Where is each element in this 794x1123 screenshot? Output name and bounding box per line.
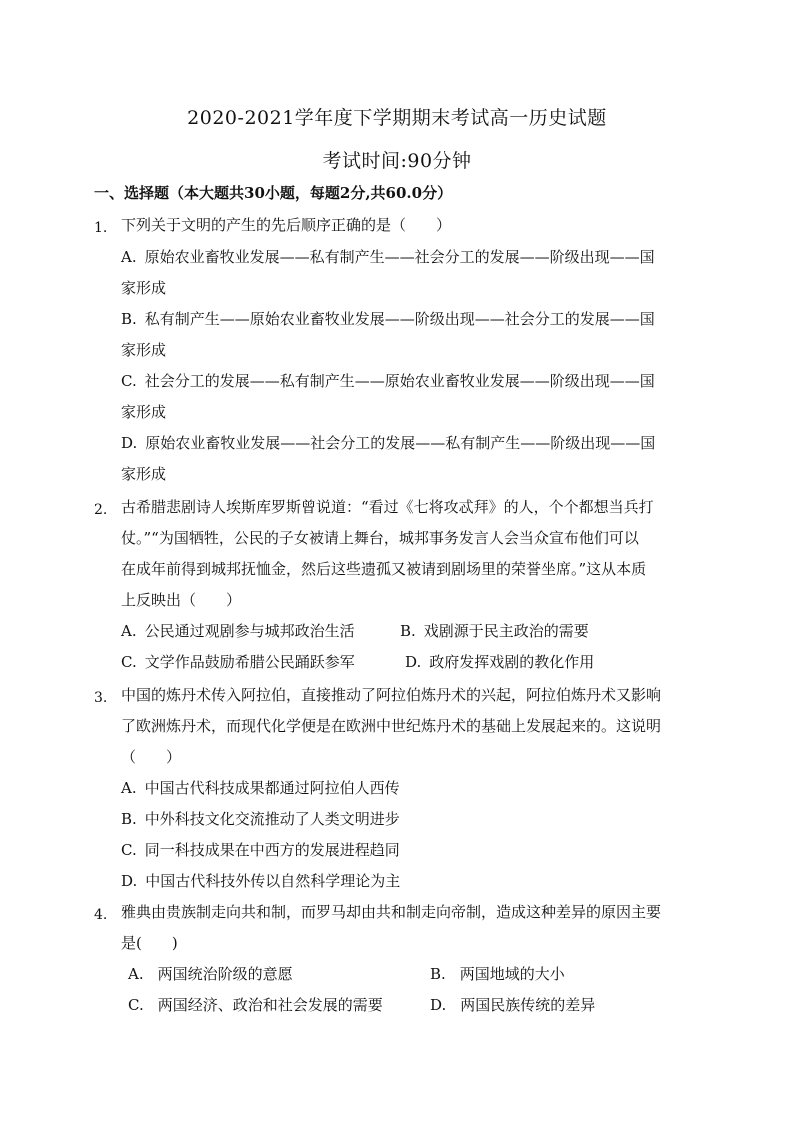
option-c-cont: 家形成 — [121, 403, 167, 421]
option-a — [128, 965, 293, 983]
page-title: 2020-2021学年度下学期期末考试高一历史试题 — [187, 107, 607, 129]
option-letter: D. — [121, 434, 138, 452]
option-letter: A. — [121, 622, 137, 640]
option-letter: B. — [121, 310, 137, 328]
option-d — [430, 996, 595, 1014]
question-stem: （ ） — [121, 748, 182, 766]
option-text: 原始农业畜牧业发展——私有制产生——社会分工的发展——阶级出现——国 — [144, 248, 655, 266]
option-text: 文学作品鼓励希腊公民踊跃参军 — [144, 653, 355, 671]
option-text: 公民通过观剧参与城邦政治生活 — [144, 622, 355, 640]
option-b-cont: 家形成 — [121, 341, 167, 359]
option-letter: B. — [121, 810, 137, 828]
option-d — [121, 434, 655, 452]
question-number: 3. — [94, 690, 108, 706]
question-stem: 古希腊悲剧诗人埃斯库罗斯曾说道：“看过《七将攻忒拜》的人，个个都想当兵打 — [121, 498, 654, 516]
option-d — [121, 872, 400, 890]
option-letter: A. — [128, 965, 144, 983]
question-stem: 在成年前得到城邦抚恤金，然后这些遗孤又被请到剧场里的荣誉坐席。”这从本质 — [121, 560, 647, 578]
option-letter: D. — [430, 996, 447, 1014]
question-stem: 下列关于文明的产生的先后顺序正确的是（ ） — [121, 216, 452, 234]
option-b — [430, 965, 565, 983]
question-stem: 中国的炼丹术传入阿拉伯，直接推动了阿拉伯炼丹术的兴起，阿拉伯炼丹术又影响 — [121, 686, 662, 704]
option-c — [121, 372, 655, 390]
option-letter: A. — [121, 779, 137, 797]
option-text: 同一科技成果在中西方的发展进程趋同 — [144, 841, 400, 859]
question-stem: 了欧洲炼丹术，而现代化学便是在欧洲中世纪炼丹术的基础上发展起来的。这说明 — [121, 717, 662, 735]
option-text: 两国民族传统的差异 — [460, 996, 596, 1014]
option-letter: C. — [128, 996, 144, 1014]
option-a — [121, 779, 400, 797]
option-text: 两国经济、政治和社会发展的需要 — [157, 996, 383, 1014]
option-text: 戏剧源于民主政治的需要 — [423, 622, 589, 640]
option-letter: B. — [430, 965, 446, 983]
question-number: 4. — [94, 907, 108, 923]
option-text: 中外科技文化交流推动了人类文明进步 — [144, 810, 400, 828]
option-c — [121, 653, 355, 671]
option-text: 两国地域的大小 — [459, 965, 565, 983]
option-text: 政府发挥戏剧的教化作用 — [429, 653, 595, 671]
exam-duration: 考试时间:90分钟 — [322, 150, 472, 172]
option-letter: C. — [121, 653, 137, 671]
option-text: 社会分工的发展——私有制产生——原始农业畜牧业发展——阶级出现——国 — [144, 372, 655, 390]
question-stem: 是( ) — [121, 934, 178, 952]
question-stem: 仗。”“为国牺牲，公民的子女被请上舞台，城邦事务发言人会当众宣布他们可以 — [121, 529, 639, 547]
option-a-cont: 家形成 — [121, 279, 167, 297]
option-b — [400, 622, 589, 640]
option-b — [121, 810, 400, 828]
option-text: 两国统治阶级的意愿 — [157, 965, 293, 983]
question-number: 1. — [94, 220, 108, 236]
option-b — [121, 310, 655, 328]
option-c — [121, 841, 400, 859]
option-c — [128, 996, 383, 1014]
option-a — [121, 622, 355, 640]
option-text: 原始农业畜牧业发展——社会分工的发展——私有制产生——阶级出现——国 — [145, 434, 656, 452]
question-stem: 雅典由贵族制走向共和制，而罗马却由共和制走向帝制，造成这种差异的原因主要 — [121, 903, 662, 921]
option-d — [405, 653, 594, 671]
option-text: 中国古代科技成果都通过阿拉伯人西传 — [144, 779, 400, 797]
option-letter: C. — [121, 372, 137, 390]
option-d-cont: 家形成 — [121, 465, 167, 483]
option-text: 中国古代科技外传以自然科学理论为主 — [145, 872, 401, 890]
option-text: 私有制产生——原始农业畜牧业发展——阶级出现——社会分工的发展——国 — [144, 310, 655, 328]
question-stem: 上反映出（ ） — [121, 591, 242, 609]
option-letter: D. — [121, 872, 138, 890]
option-a — [121, 248, 655, 266]
option-letter: B. — [400, 622, 416, 640]
option-letter: D. — [405, 653, 422, 671]
question-number: 2. — [94, 502, 108, 518]
section-heading: 一、选择题（本大题共30小题，每题2分,共60.0分） — [94, 184, 453, 202]
option-letter: C. — [121, 841, 137, 859]
option-letter: A. — [121, 248, 137, 266]
